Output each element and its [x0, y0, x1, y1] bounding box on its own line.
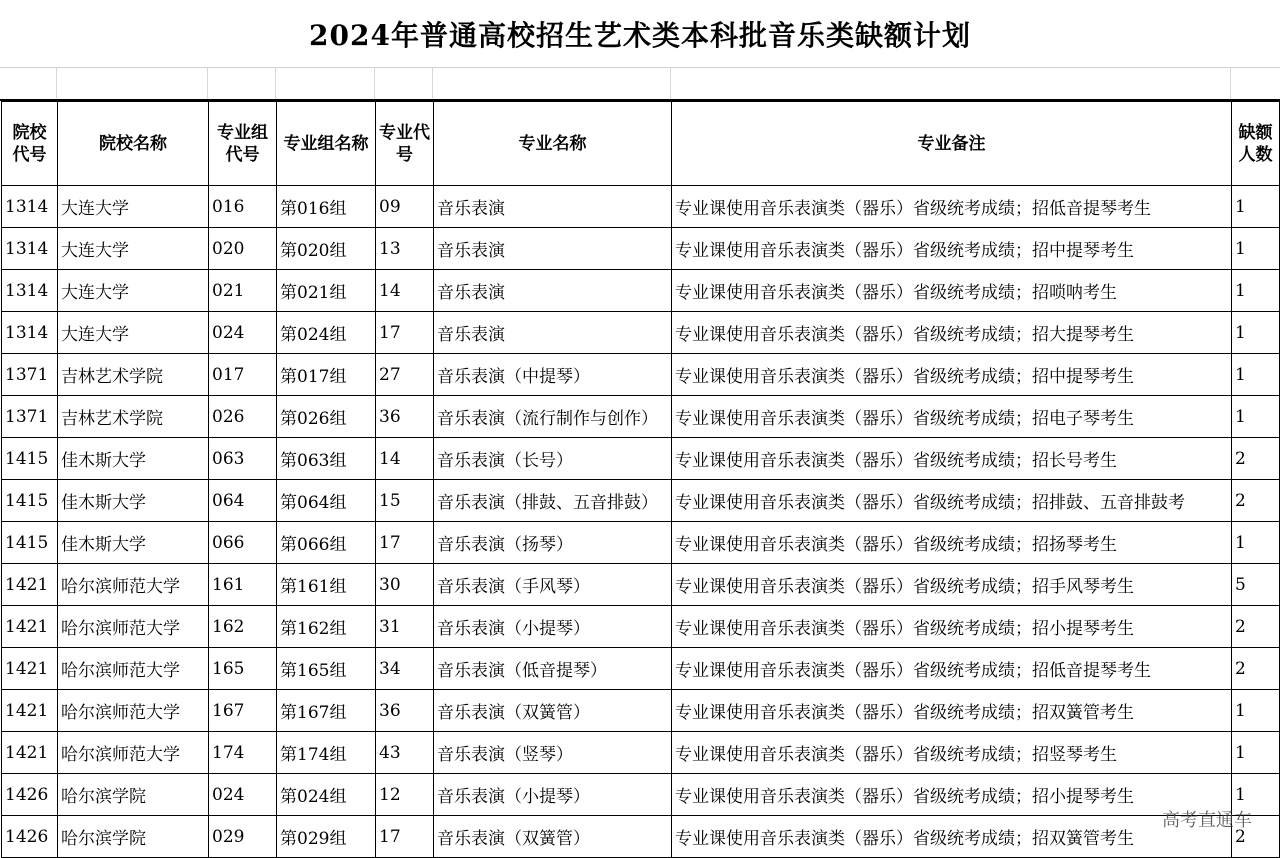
table-row: [2, 354, 1280, 396]
cell-major-name: 音乐表演（双簧管）: [434, 690, 672, 732]
cell-major-name: 音乐表演（低音提琴）: [434, 648, 672, 690]
cell-vacancy: 2: [1232, 606, 1280, 648]
cell-group-code: 026: [209, 396, 277, 438]
cell-group-name: 第063组: [277, 438, 376, 480]
cell-major-name: 音乐表演（小提琴）: [434, 606, 672, 648]
cell-school-name: 吉林艺术学院: [58, 396, 209, 438]
cell-school-name: 佳木斯大学: [58, 480, 209, 522]
cell-group-code: 029: [209, 816, 277, 858]
cell-school-name: 大连大学: [58, 270, 209, 312]
cell-major-name: 音乐表演（竖琴）: [434, 732, 672, 774]
cell-major-code: 43: [376, 732, 434, 774]
cell-group-name: 第174组: [277, 732, 376, 774]
cell-school-name: 大连大学: [58, 186, 209, 228]
plan-table: [1, 101, 1280, 858]
table-row: [2, 564, 1280, 606]
cell-group-name: 第064组: [277, 480, 376, 522]
cell-school-code: 1421: [2, 690, 58, 732]
cell-group-name: 第020组: [277, 228, 376, 270]
cell-school-code: 1371: [2, 354, 58, 396]
header-row: [2, 102, 1280, 186]
cell-major-name: 音乐表演（扬琴）: [434, 522, 672, 564]
cell-major-code: 15: [376, 480, 434, 522]
cell-major-note: 专业课使用音乐表演类（器乐）省级统考成绩；招低音提琴考生: [672, 186, 1232, 228]
cell-group-code: 174: [209, 732, 277, 774]
col-header-school-name: 院校名称: [58, 102, 209, 186]
cell-major-code: 34: [376, 648, 434, 690]
cell-school-name: 吉林艺术学院: [58, 354, 209, 396]
cell-school-code: 1415: [2, 438, 58, 480]
cell-major-note: 专业课使用音乐表演类（器乐）省级统考成绩；招唢呐考生: [672, 270, 1232, 312]
cell-major-code: 12: [376, 774, 434, 816]
cell-vacancy: 1: [1232, 522, 1280, 564]
cell-group-name: 第165组: [277, 648, 376, 690]
table-row: [2, 228, 1280, 270]
cell-major-note: 专业课使用音乐表演类（器乐）省级统考成绩；招双簧管考生: [672, 690, 1232, 732]
cell-major-note: 专业课使用音乐表演类（器乐）省级统考成绩；招中提琴考生: [672, 354, 1232, 396]
cell-major-code: 36: [376, 690, 434, 732]
cell-school-name: 哈尔滨学院: [58, 816, 209, 858]
cell-group-code: 161: [209, 564, 277, 606]
cell-vacancy: 1: [1232, 690, 1280, 732]
cell-major-note: 专业课使用音乐表演类（器乐）省级统考成绩；招双簧管考生: [672, 816, 1232, 858]
cell-school-name: 哈尔滨师范大学: [58, 648, 209, 690]
table-row: [2, 732, 1280, 774]
cell-school-code: 1314: [2, 270, 58, 312]
cell-school-name: 哈尔滨师范大学: [58, 606, 209, 648]
cell-group-name: 第024组: [277, 312, 376, 354]
cell-vacancy: 2: [1232, 816, 1280, 858]
cell-group-code: 017: [209, 354, 277, 396]
cell-school-code: 1415: [2, 522, 58, 564]
table-row: [2, 480, 1280, 522]
cell-group-code: 066: [209, 522, 277, 564]
cell-school-code: 1421: [2, 606, 58, 648]
cell-major-note: 专业课使用音乐表演类（器乐）省级统考成绩；招低音提琴考生: [672, 648, 1232, 690]
table-row: [2, 690, 1280, 732]
cell-major-name: 音乐表演（手风琴）: [434, 564, 672, 606]
cell-group-name: 第167组: [277, 690, 376, 732]
cell-major-note: 专业课使用音乐表演类（器乐）省级统考成绩；招小提琴考生: [672, 774, 1232, 816]
table-row: [2, 774, 1280, 816]
cell-major-code: 31: [376, 606, 434, 648]
cell-major-name: 音乐表演: [434, 186, 672, 228]
cell-major-code: 36: [376, 396, 434, 438]
cell-major-note: 专业课使用音乐表演类（器乐）省级统考成绩；招大提琴考生: [672, 312, 1232, 354]
cell-school-code: 1371: [2, 396, 58, 438]
cell-school-code: 1421: [2, 648, 58, 690]
cell-group-code: 021: [209, 270, 277, 312]
cell-vacancy: 1: [1232, 312, 1280, 354]
col-header-vacancy: 缺额人数: [1232, 102, 1280, 186]
cell-group-name: 第026组: [277, 396, 376, 438]
cell-group-name: 第162组: [277, 606, 376, 648]
cell-major-note: 专业课使用音乐表演类（器乐）省级统考成绩；招竖琴考生: [672, 732, 1232, 774]
watermark: 高考直通车: [1162, 810, 1252, 831]
cell-major-name: 音乐表演（排鼓、五音排鼓）: [434, 480, 672, 522]
cell-school-name: 佳木斯大学: [58, 522, 209, 564]
table-row: [2, 522, 1280, 564]
cell-major-code: 14: [376, 438, 434, 480]
cell-group-code: 024: [209, 774, 277, 816]
cell-vacancy: 1: [1232, 186, 1280, 228]
blank-spacer-row: [0, 68, 1280, 101]
cell-vacancy: 1: [1232, 396, 1280, 438]
cell-group-code: 165: [209, 648, 277, 690]
cell-vacancy: 2: [1232, 648, 1280, 690]
cell-vacancy: 1: [1232, 270, 1280, 312]
cell-group-name: 第017组: [277, 354, 376, 396]
table-row: [2, 312, 1280, 354]
table-row: [2, 186, 1280, 228]
col-header-group-name: 专业组名称: [277, 102, 376, 186]
cell-school-code: 1421: [2, 564, 58, 606]
table-row: [2, 816, 1280, 858]
cell-school-code: 1421: [2, 732, 58, 774]
cell-group-code: 020: [209, 228, 277, 270]
cell-vacancy: 2: [1232, 480, 1280, 522]
cell-school-name: 大连大学: [58, 228, 209, 270]
table-row: [2, 606, 1280, 648]
cell-major-note: 专业课使用音乐表演类（器乐）省级统考成绩；招长号考生: [672, 438, 1232, 480]
cell-school-code: 1314: [2, 186, 58, 228]
cell-group-name: 第021组: [277, 270, 376, 312]
cell-group-code: 064: [209, 480, 277, 522]
cell-major-name: 音乐表演: [434, 312, 672, 354]
cell-group-code: 162: [209, 606, 277, 648]
cell-vacancy: 1: [1232, 732, 1280, 774]
cell-school-code: 1415: [2, 480, 58, 522]
table-row: [2, 438, 1280, 480]
cell-major-code: 17: [376, 522, 434, 564]
cell-major-code: 30: [376, 564, 434, 606]
cell-major-note: 专业课使用音乐表演类（器乐）省级统考成绩；招中提琴考生: [672, 228, 1232, 270]
cell-school-name: 哈尔滨学院: [58, 774, 209, 816]
cell-major-name: 音乐表演（长号）: [434, 438, 672, 480]
cell-major-code: 17: [376, 312, 434, 354]
cell-group-code: 167: [209, 690, 277, 732]
cell-group-name: 第016组: [277, 186, 376, 228]
cell-major-name: 音乐表演（中提琴）: [434, 354, 672, 396]
cell-group-name: 第024组: [277, 774, 376, 816]
cell-major-note: 专业课使用音乐表演类（器乐）省级统考成绩；招电子琴考生: [672, 396, 1232, 438]
cell-major-note: 专业课使用音乐表演类（器乐）省级统考成绩；招手风琴考生: [672, 564, 1232, 606]
table-row: [2, 648, 1280, 690]
col-header-group-code: 专业组代号: [209, 102, 277, 186]
cell-school-code: 1314: [2, 312, 58, 354]
cell-school-name: 大连大学: [58, 312, 209, 354]
table-row: [2, 270, 1280, 312]
cell-vacancy: 5: [1232, 564, 1280, 606]
cell-major-code: 27: [376, 354, 434, 396]
cell-group-code: 024: [209, 312, 277, 354]
cell-major-name: 音乐表演: [434, 270, 672, 312]
cell-group-name: 第161组: [277, 564, 376, 606]
cell-major-name: 音乐表演（流行制作与创作）: [434, 396, 672, 438]
col-header-major-name: 专业名称: [434, 102, 672, 186]
cell-group-code: 063: [209, 438, 277, 480]
cell-school-code: 1314: [2, 228, 58, 270]
cell-major-name: 音乐表演: [434, 228, 672, 270]
cell-group-name: 第029组: [277, 816, 376, 858]
cell-major-code: 13: [376, 228, 434, 270]
cell-major-code: 09: [376, 186, 434, 228]
cell-vacancy: 1: [1232, 354, 1280, 396]
page-title: 2024年普通高校招生艺术类本科批音乐类缺额计划: [0, 0, 1280, 68]
cell-vacancy: 1: [1232, 228, 1280, 270]
cell-major-code: 17: [376, 816, 434, 858]
cell-vacancy: 1: [1232, 774, 1280, 816]
cell-school-code: 1426: [2, 774, 58, 816]
table-row: [2, 396, 1280, 438]
cell-major-name: 音乐表演（双簧管）: [434, 816, 672, 858]
col-header-school-code: 院校代号: [2, 102, 58, 186]
cell-school-code: 1426: [2, 816, 58, 858]
cell-school-name: 哈尔滨师范大学: [58, 732, 209, 774]
col-header-major-code: 专业代号: [376, 102, 434, 186]
cell-group-code: 016: [209, 186, 277, 228]
cell-vacancy: 2: [1232, 438, 1280, 480]
cell-major-note: 专业课使用音乐表演类（器乐）省级统考成绩；招小提琴考生: [672, 606, 1232, 648]
cell-school-name: 哈尔滨师范大学: [58, 564, 209, 606]
cell-major-name: 音乐表演（小提琴）: [434, 774, 672, 816]
cell-school-name: 佳木斯大学: [58, 438, 209, 480]
col-header-major-note: 专业备注: [672, 102, 1232, 186]
cell-major-note: 专业课使用音乐表演类（器乐）省级统考成绩；招扬琴考生: [672, 522, 1232, 564]
cell-major-note: 专业课使用音乐表演类（器乐）省级统考成绩；招排鼓、五音排鼓考: [672, 480, 1232, 522]
cell-school-name: 哈尔滨师范大学: [58, 690, 209, 732]
cell-major-code: 14: [376, 270, 434, 312]
cell-group-name: 第066组: [277, 522, 376, 564]
